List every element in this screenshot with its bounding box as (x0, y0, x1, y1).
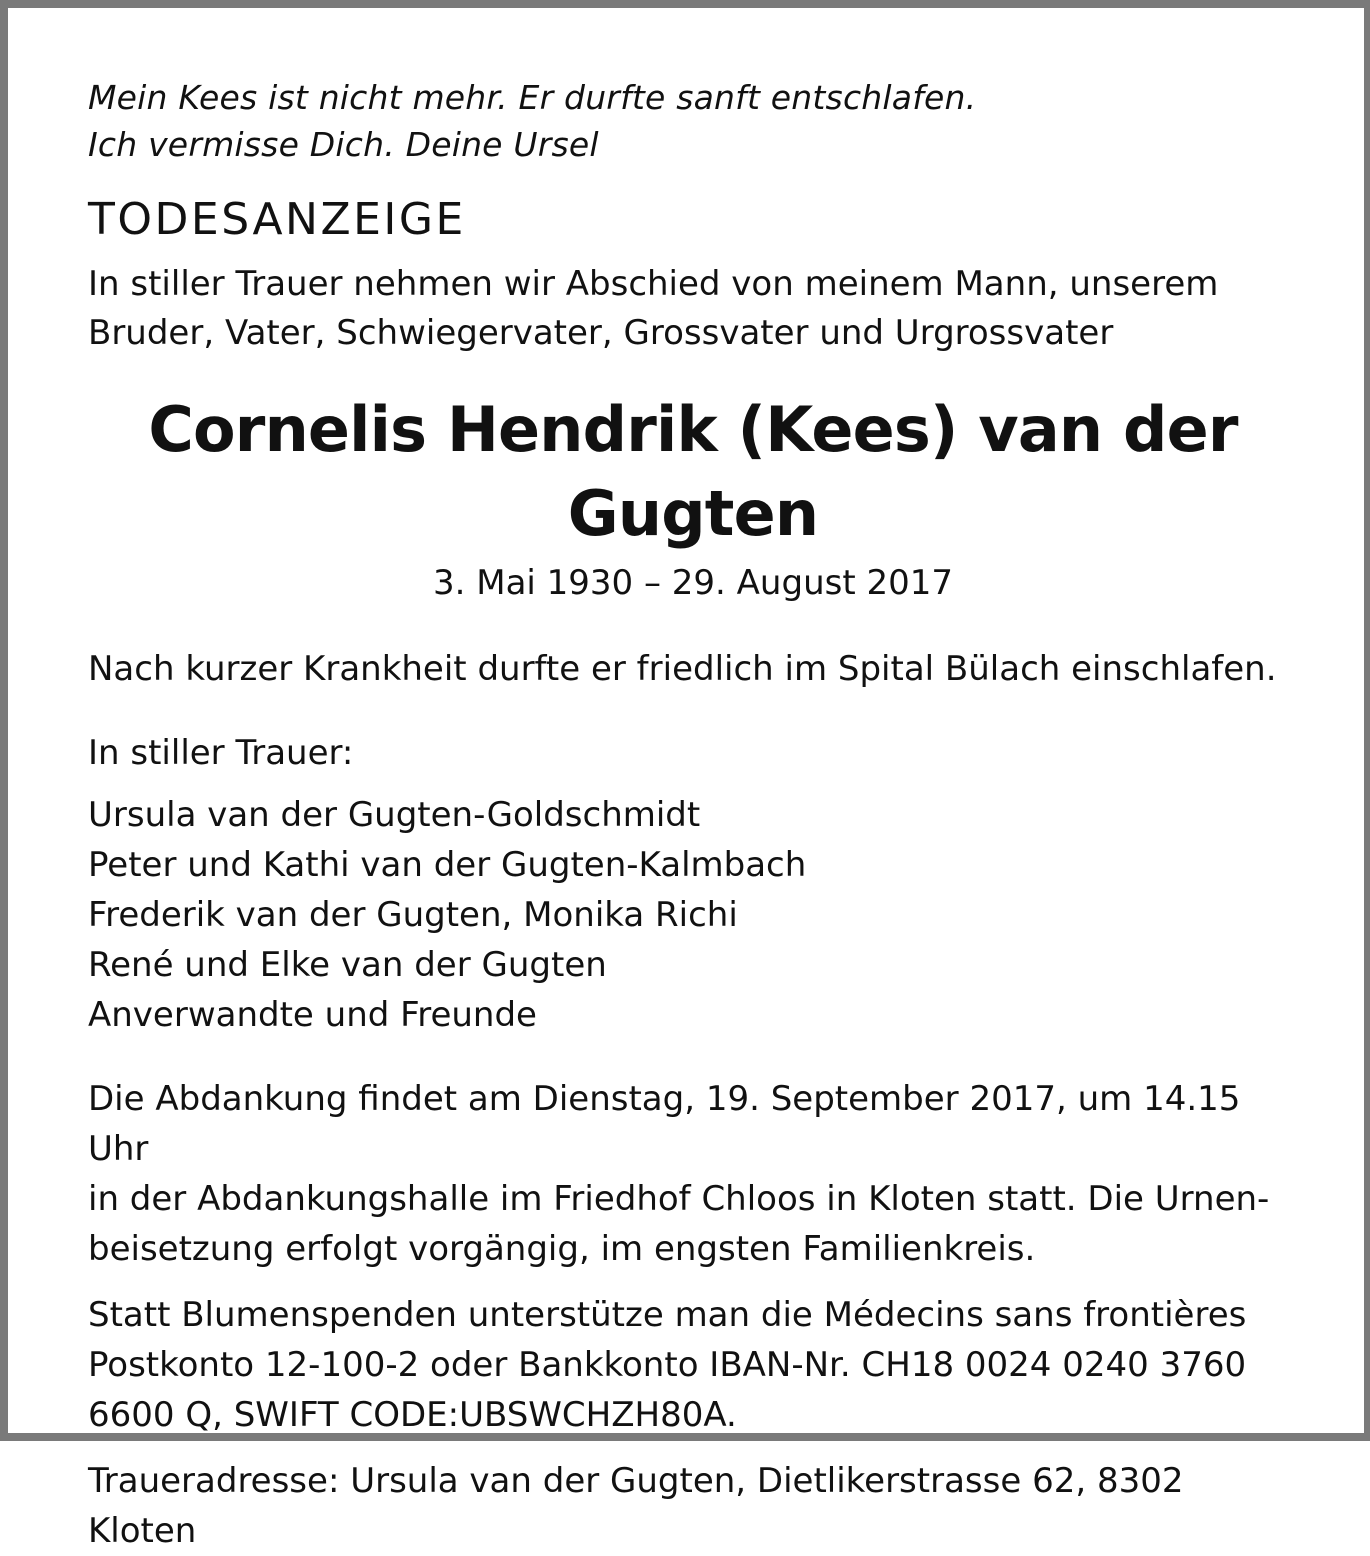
mourner-name: Frederik van der Gugten, Monika Richi (88, 895, 738, 935)
service-line-2: in der Abdankungshalle im Friedhof Chloos in Kloten statt. Die Urnen- (88, 1179, 1270, 1219)
donation-info (88, 1290, 1298, 1440)
mourner-name: Anverwandte und Freunde (88, 995, 537, 1035)
mourner-name: Ursula van der Gugten-Goldschmidt (88, 795, 701, 835)
mourner-name: René und Elke van der Gugten (88, 945, 607, 985)
motto-line-1: Mein Kees ist nicht mehr. Er durfte sanft entschlafen. (88, 78, 977, 117)
mourners-label: In stiller Trauer: (88, 733, 354, 773)
intro-text (88, 260, 1298, 358)
illness-note: Nach kurzer Krankheit durfte er friedlich im Spital Bülach einschlafen. (88, 649, 1277, 689)
service-info (88, 1074, 1298, 1274)
deceased-name: Cornelis Hendrik (Kees) van der Gugten (148, 393, 1238, 550)
intro-line-2: Bruder, Vater, Schwiegervater, Grossvater und Urgrossvater (88, 313, 1114, 353)
mourners-list (88, 790, 1298, 1040)
motto-line-2: Ich vermisse Dich. Deine Ursel (88, 125, 599, 164)
mourning-address: Traueradresse: Ursula van der Gugten, Dietlikerstrasse 62, 8302 Kloten (88, 1461, 1184, 1551)
heading: TODESANZEIGE (88, 194, 466, 245)
donation-line-3: 6600 Q, SWIFT CODE:UBSWCHZH80A. (88, 1395, 737, 1435)
obituary-content (88, 74, 1298, 1556)
mourner-name: Peter und Kathi van der Gugten-Kalmbach (88, 845, 807, 885)
motto (88, 74, 1298, 168)
donation-line-1: Statt Blumenspenden unterstütze man die Médecins sans frontières (88, 1295, 1247, 1335)
donation-line-2: Postkonto 12-100-2 oder Bankkonto IBAN-Nr. CH18 0024 0240 3760 (88, 1345, 1247, 1385)
service-line-1: Die Abdankung findet am Dienstag, 19. September 2017, um 14.15 Uhr (88, 1079, 1241, 1169)
intro-line-1: In stiller Trauer nehmen wir Abschied von meinem Mann, unserem (88, 264, 1219, 304)
service-line-3: beisetzung erfolgt vorgängig, im engsten Familienkreis. (88, 1229, 1036, 1269)
life-dates: 3. Mai 1930 – 29. August 2017 (432, 563, 953, 603)
